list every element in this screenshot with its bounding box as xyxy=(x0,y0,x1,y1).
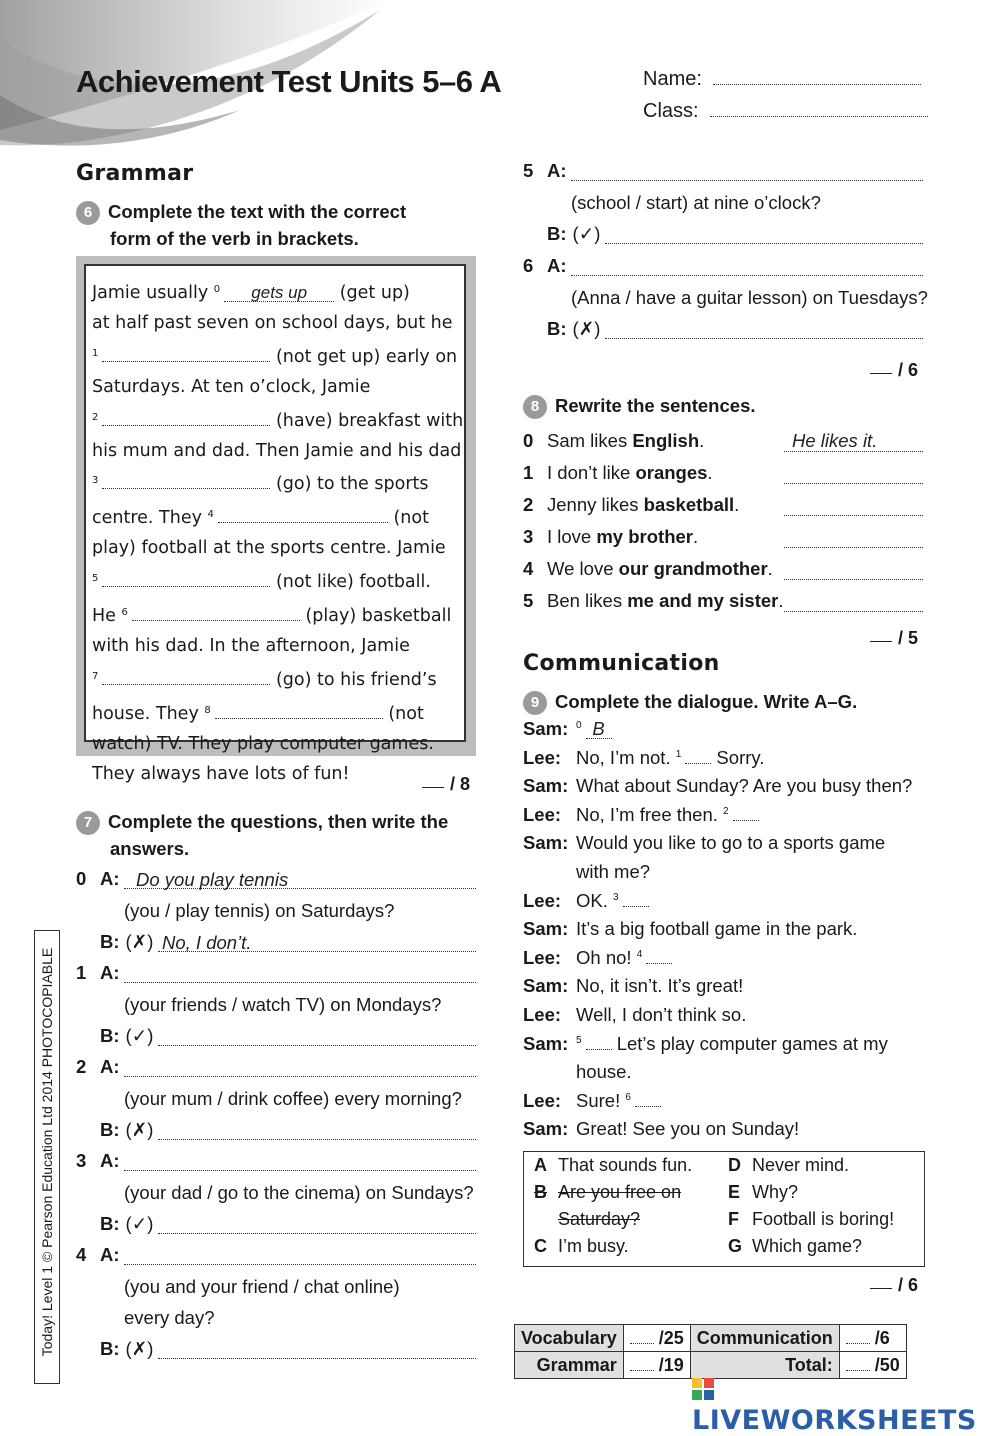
dialogue-gap-6[interactable] xyxy=(635,1106,661,1107)
ex7-item-4-question-field[interactable] xyxy=(124,1264,476,1265)
dialogue-gap-4[interactable] xyxy=(646,963,672,964)
ex7-item-6-question: 6 A: xyxy=(523,255,567,276)
ex7-item-1-prompt: (your friends / watch TV) on Mondays? xyxy=(124,994,442,1015)
ex7-item-6-prompt: (Anna / have a guitar lesson) on Tuesdays? xyxy=(571,287,928,308)
story-line: centre. They $^4$ (not xyxy=(92,508,429,529)
ex7-item-3-answer: B: (✓) xyxy=(100,1213,154,1234)
ex7-item-1-question-field[interactable] xyxy=(124,982,476,983)
ex8-item-3: 3 I love my brother. xyxy=(523,526,699,547)
dialogue-line: Lee: Sure! $^6$ xyxy=(523,1090,661,1112)
dialogue-line: Sam: $^5$ Let’s play computer games at my xyxy=(523,1032,888,1054)
ex7-item-2-question: 2 A: xyxy=(76,1056,120,1077)
grammar-score[interactable]: /19 xyxy=(623,1352,690,1379)
ex7-item-6-answer: B: (✗) xyxy=(547,318,601,339)
dialogue-gap-2[interactable] xyxy=(733,820,759,821)
ex7-sample-question: Do you play tennis xyxy=(136,869,289,890)
ex7-item-4-answer-field[interactable] xyxy=(158,1358,476,1359)
dialogue-line: Lee: OK. $^3$ xyxy=(523,890,649,912)
exercise-7-score: / 6 xyxy=(870,360,918,381)
ex7-item-3-prompt: (your dad / go to the cinema) on Sundays? xyxy=(124,1182,474,1203)
total-score[interactable]: /50 xyxy=(839,1352,906,1379)
story-line: $^3$ (go) to the sports xyxy=(92,474,429,495)
ex7-item-2-answer-field[interactable] xyxy=(158,1139,476,1140)
exercise-number-badge: 9 xyxy=(523,691,547,715)
story-line: $^2$ (have) breakfast with xyxy=(92,410,464,431)
communication-label: Communication xyxy=(690,1325,839,1352)
story-line: $^5$ (not like) football. xyxy=(92,572,431,593)
copyright-side-label: Today! Level 1 © Pearson Education Ltd 2014 PHOTOCOPIABLE xyxy=(34,930,60,1384)
gap-4[interactable] xyxy=(218,506,388,523)
name-field[interactable] xyxy=(713,84,921,85)
story-line: $^7$ (go) to his friend’s xyxy=(92,669,437,690)
ex7-item-5-prompt: (school / start) at nine o’clock? xyxy=(571,192,821,213)
exercise-6-text-box xyxy=(76,256,476,784)
exercise-number-badge: 6 xyxy=(76,201,100,225)
dialogue-gap-3[interactable] xyxy=(623,906,649,907)
gap-7[interactable] xyxy=(102,668,270,685)
dialogue-line: Sam: No, it isn’t. It’s great! xyxy=(523,975,744,997)
dialogue-line: Sam: It’s a big football game in the park. xyxy=(523,918,858,940)
ex8-item-5-field[interactable] xyxy=(784,611,923,612)
ex7-item-6-answer-field[interactable] xyxy=(605,338,923,339)
ex7-item-0-question: 0 A: xyxy=(76,868,120,889)
name-label: Name: xyxy=(643,68,702,90)
ex8-item-0: 0 Sam likes English. xyxy=(523,430,705,451)
gap-2[interactable] xyxy=(102,409,270,426)
ex8-sample-answer: He likes it. xyxy=(792,430,878,451)
story-line: watch) TV. They play computer games. xyxy=(92,733,434,754)
exercise-6-instruction: 6 Complete the text with the correct form of the verb in brackets. xyxy=(110,198,406,252)
class-label: Class: xyxy=(643,100,699,122)
dialogue-line: Lee: Well, I don’t think so. xyxy=(523,1004,747,1025)
dialogue-line: house. xyxy=(576,1061,632,1083)
story-line: Saturdays. At ten o’clock, Jamie xyxy=(92,376,371,397)
ex7-item-2-answer: B: (✗) xyxy=(100,1119,154,1140)
total-label: Total: xyxy=(690,1352,839,1379)
exercise-7-instruction: 7 Complete the questions, then write the answers. xyxy=(110,808,448,862)
ex8-item-1: 1 I don’t like oranges. xyxy=(523,462,713,483)
ex7-item-3-answer-field[interactable] xyxy=(158,1233,476,1234)
gap-1[interactable] xyxy=(102,345,270,362)
option-E: E Why? xyxy=(728,1182,799,1202)
option-D: D Never mind. xyxy=(728,1155,850,1175)
story-line: house. They $^8$ (not xyxy=(92,703,424,724)
ex7-item-2-question-field[interactable] xyxy=(124,1076,476,1077)
ex7-item-5-answer: B: (✓) xyxy=(547,223,601,244)
story-line: with his dad. In the afternoon, Jamie xyxy=(92,635,410,656)
gap-5[interactable] xyxy=(102,570,270,587)
story-line: Jamie usually $^0$ gets up (get up) xyxy=(92,283,410,303)
option-G: G Which game? xyxy=(728,1236,863,1256)
option-A: A That sounds fun. xyxy=(534,1155,693,1175)
dialogue-line: Sam: Would you like to go to a sports game xyxy=(523,832,886,854)
ex7-item-4-question: 4 A: xyxy=(76,1244,120,1265)
ex7-item-5-question: 5 A: xyxy=(523,160,567,181)
story-line: $^1$ (not get up) early on xyxy=(92,346,458,367)
grammar-label: Grammar xyxy=(515,1352,624,1379)
dialogue-line: Sam: What about Sunday? Are you busy then? xyxy=(523,775,913,797)
ex7-item-1-answer-field[interactable] xyxy=(158,1045,476,1046)
story-line: play) football at the sports centre. Jamie xyxy=(92,538,446,559)
ex7-item-1-answer: B: (✓) xyxy=(100,1025,154,1046)
exercise-9-score: / 6 xyxy=(870,1275,918,1296)
vocabulary-label: Vocabulary xyxy=(515,1325,624,1352)
story-line: They always have lots of fun! xyxy=(92,763,350,784)
option-C: C I’m busy. xyxy=(534,1236,629,1256)
ex8-item-5: 5 Ben likes me and my sister. xyxy=(523,590,784,611)
option-F: F Football is boring! xyxy=(728,1209,895,1229)
exercise-8-score: / 5 xyxy=(870,628,918,649)
dialogue-gap-0[interactable]: B xyxy=(586,720,612,739)
ex8-item-2-field[interactable] xyxy=(784,515,923,516)
ex7-item-1-question: 1 A: xyxy=(76,962,120,983)
ex7-sample-answer: No, I don’t. xyxy=(162,932,252,953)
ex7-item-3-question: 3 A: xyxy=(76,1150,120,1171)
gap-0[interactable]: gets up xyxy=(224,285,334,302)
ex7-item-0-answer: B: (✗) xyxy=(100,931,154,952)
ex7-item-4-answer: B: (✗) xyxy=(100,1338,154,1359)
ex8-item-2: 2 Jenny likes basketball. xyxy=(523,494,740,515)
ex8-item-4: 4 We love our grandmother. xyxy=(523,558,773,579)
dialogue-line: with me? xyxy=(576,861,651,882)
ex7-item-4-prompt-cont: every day? xyxy=(124,1307,215,1328)
section-heading-grammar: Grammar xyxy=(76,161,194,186)
story-line: his mum and dad. Then Jamie and his dad xyxy=(92,440,462,461)
story-line: He $^6$ (play) basketball xyxy=(92,606,452,627)
liveworksheets-logo[interactable]: LIVEWORKSHEETS xyxy=(692,1374,1000,1436)
section-heading-communication: Communication xyxy=(523,651,720,676)
exercise-9-instruction: 9 Complete the dialogue. Write A–G. xyxy=(557,688,857,715)
liveworksheets-icon xyxy=(692,1378,714,1400)
story-line: at half past seven on school days, but he xyxy=(92,312,453,333)
dialogue-line: Lee: No, I’m free then. $^2$ xyxy=(523,804,759,826)
exercise-6-story xyxy=(92,266,464,790)
ex8-item-3-field[interactable] xyxy=(784,547,923,548)
ex7-item-6-question-field[interactable] xyxy=(571,275,923,276)
exercise-8-instruction: 8 Rewrite the sentences. xyxy=(557,392,756,419)
option-B-cont: Saturday? xyxy=(558,1209,641,1229)
page-title: Achievement Test Units 5–6 A xyxy=(76,64,502,99)
class-field[interactable] xyxy=(710,116,928,117)
gap-6[interactable] xyxy=(132,604,300,621)
exercise-6-score: / 8 xyxy=(422,774,470,795)
ex7-item-0-prompt: (you / play tennis) on Saturdays? xyxy=(124,900,395,921)
ex7-item-5-answer-field[interactable] xyxy=(605,243,923,244)
dialogue-line: Sam: $^0$ B xyxy=(523,718,612,740)
score-totals-table xyxy=(514,1324,907,1379)
exercise-number-badge: 7 xyxy=(76,811,100,835)
exercise-number-badge: 8 xyxy=(523,395,547,419)
communication-score[interactable]: /6 xyxy=(839,1325,906,1352)
gap-8[interactable] xyxy=(215,702,383,719)
vocabulary-score[interactable]: /25 xyxy=(623,1325,690,1352)
dialogue-line: Lee: Oh no! $^4$ xyxy=(523,947,672,969)
dialogue-gap-1[interactable] xyxy=(685,763,711,764)
name-row xyxy=(643,68,921,91)
gap-3[interactable] xyxy=(102,472,270,489)
dialogue-line: Lee: No, I’m not. $^1$ Sorry. xyxy=(523,746,765,768)
ex7-item-5-question-field[interactable] xyxy=(571,180,923,181)
ex7-item-2-prompt: (your mum / drink coffee) every morning? xyxy=(124,1088,462,1109)
dialogue-gap-5[interactable] xyxy=(586,1049,612,1050)
ex7-item-3-question-field[interactable] xyxy=(124,1170,476,1171)
ex8-item-4-field[interactable] xyxy=(784,579,923,580)
class-row xyxy=(643,100,928,123)
ex8-item-1-field[interactable] xyxy=(784,483,923,484)
ex7-item-4-prompt: (you and your friend / chat online) xyxy=(124,1276,400,1297)
option-B: B Are you free on xyxy=(534,1182,682,1202)
dialogue-line: Sam: Great! See you on Sunday! xyxy=(523,1118,800,1140)
